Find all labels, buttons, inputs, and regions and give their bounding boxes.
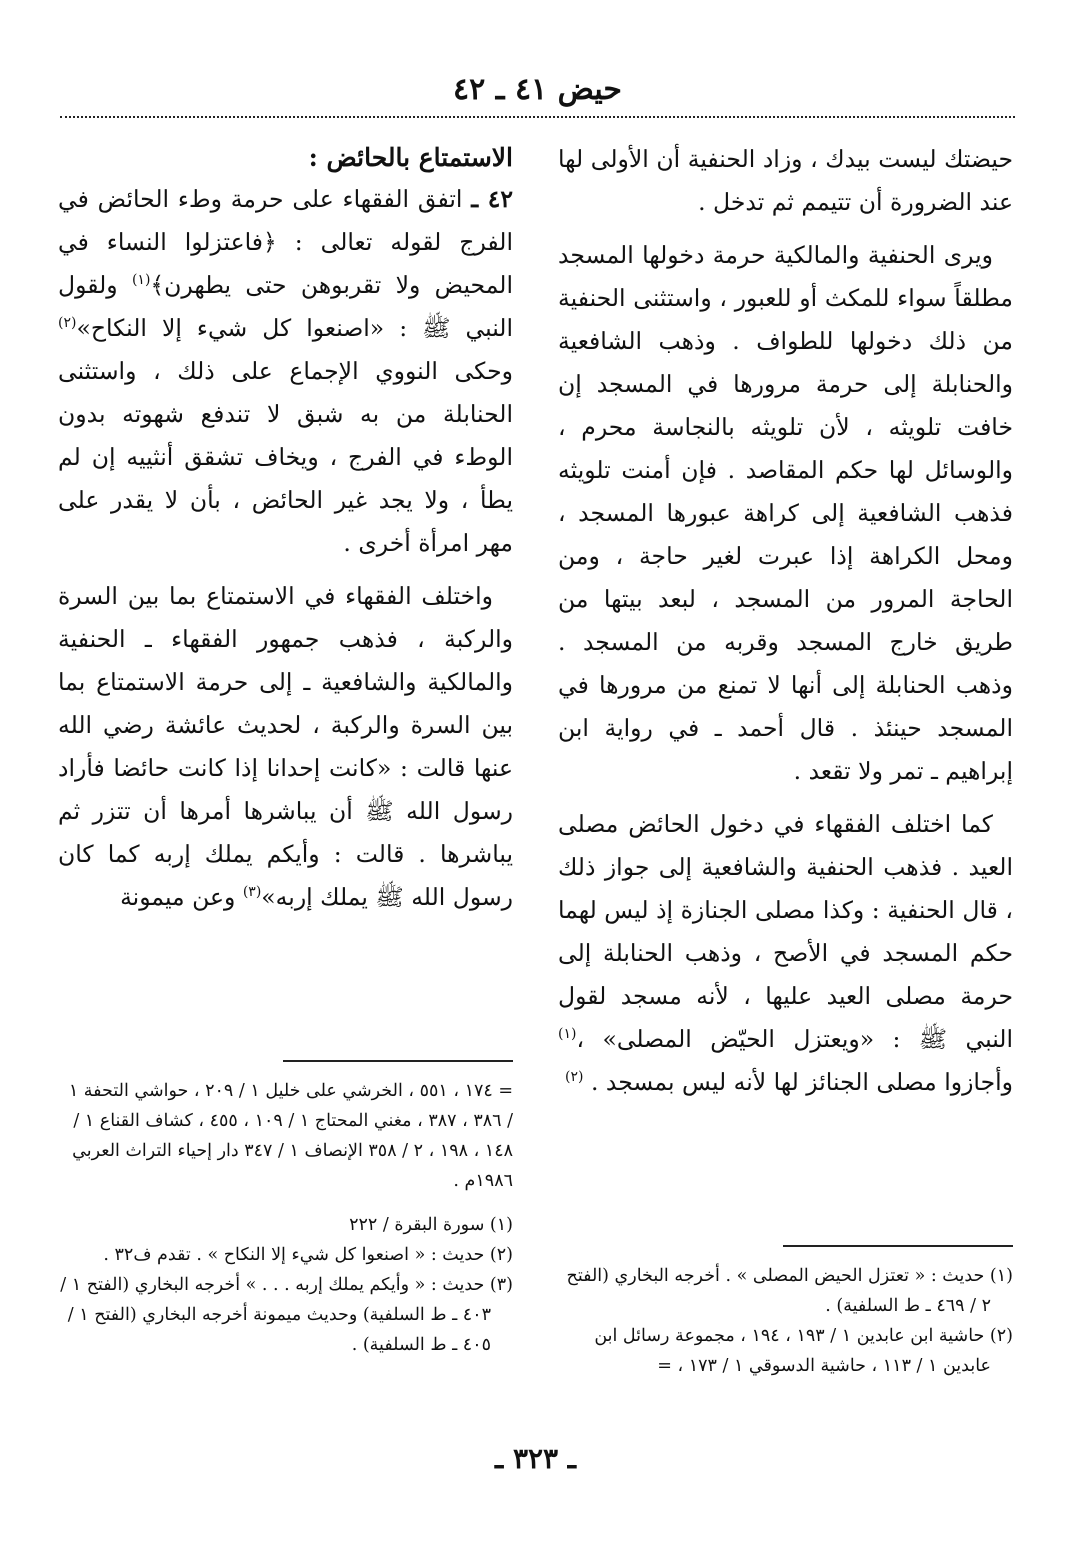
page-number: ـ ٣٢٣ ـ xyxy=(494,1442,577,1475)
footnote: (٢) حديث : « اصنعوا كل شيء إلا النكاح » . تقدم ف٣٢ . xyxy=(103,1245,513,1265)
paragraph-text: واختلف الفقهاء في الاستمتاع بما بين السرة والركبة ، فذهب جمهور الفقهاء ـ الحنفية والمالكية والشافعية ـ إلى حرمة الاستمتاع بما بين السرة والركبة ، لحديث عائشة رضي الله عنها قالت : «كانت إحدانا إذا كانت حائضا فأراد رسول الله ﷺ أن يباشرها أمرها أن تتزر ثم يباشرها . قالت : وأيكم يملك إربه كما كان رسول الله ﷺ يملك إربه» xyxy=(58,582,513,911)
footnotes-right xyxy=(558,1245,1013,1381)
footnote: (١) حديث : « تعتزل الحيض المصلى » . أخرجه البخاري (الفتح ٢ / ٤٦٩ ـ ط السلفية) . xyxy=(566,1266,1013,1316)
paragraph-text: وأجازوا مصلى الجنائز لها لأنه ليس بمسجد . xyxy=(590,1068,1013,1096)
footnote-ref: (٢) xyxy=(565,1069,584,1086)
section-number: ٤٢ ـ xyxy=(471,185,513,213)
footnote-rule xyxy=(783,1245,1013,1247)
paragraph: حيضتك ليست بيدك ، وزاد الحنفية أن الأولى لها عند الضرورة أن تتيمم ثم تدخل . xyxy=(558,145,1013,216)
paragraph-text: كما اختلف الفقهاء في دخول الحائض مصلى العيد . فذهب الحنفية والشافعية إلى جواز ذلك ، قال الحنفية : وكذا مصلى الجنازة إذ ليس لهما حكم المسجد في الأصح ، وذهب الحنابلة إلى حرمة مصلى العيد عليها ، لأنه مسجد لقول النبي ﷺ : «ويعتزل الحيّض المصلى» ، xyxy=(558,810,1013,1053)
footnote-rule xyxy=(283,1060,513,1062)
section-heading: الاستمتاع بالحائض : xyxy=(308,143,513,172)
paragraph xyxy=(58,575,513,919)
footnote: (٢) حاشية ابن عابدين ١ / ١٩٣ ، ١٩٤ ، مجموعة رسائل ابن عابدين ١ / ١١٣ ، حاشية الدسوقي ١ / ١٧٣ ، = xyxy=(594,1326,1013,1376)
footnote-ref: (١) xyxy=(131,272,151,289)
right-column xyxy=(558,138,1013,1104)
header-title: حيض ٤١ ـ ٤٢ xyxy=(453,72,622,107)
footnote: (٣) حديث : « وأيكم يملك إربه . . . » أخرجه البخاري (الفتح ١ / ٤٠٣ ـ ط السلفية) وحديث ميمونة أخرجه البخاري (الفتح ١ / ٤٠٥ ـ ط السلفية) . xyxy=(60,1275,513,1355)
footnote-ref: (١) xyxy=(558,1026,577,1043)
footnote-ref: (٢) xyxy=(58,315,77,332)
paragraph xyxy=(58,178,513,565)
running-header xyxy=(60,70,1015,120)
footnote-ref: (٣) xyxy=(242,884,262,901)
left-column xyxy=(58,138,513,919)
paragraph-text: اتفق الفقهاء على حرمة وطء الحائض في الفرج لقوله تعالى : ﴿فاعتزلوا النساء في المحيض ولا تقربوهن حتى يطهرن﴾ xyxy=(58,185,513,299)
footnote-continuation: = ١٧٤ ، ٥٥١ ، الخرشي على خليل ١ / ٢٠٩ ، حواشي التحفة ١ / ٣٨٦ ، ٣٨٧ ، مغني المحتاج ١ / ١٠٩ ، ٤٥٥ ، كشاف القناع ١ / ١٤٨ ، ١٩٨ ، ٢ / ٣٥٨ الإنصاف ١ / ٣٤٧ دار إحياء التراث العربي ١٩٨٦م . xyxy=(68,1081,513,1191)
footnotes-left xyxy=(58,1060,513,1360)
paragraph-text: ولقول النبي ﷺ : «اصنعوا كل شيء إلا النكاح» xyxy=(58,271,513,342)
paragraph: ويرى الحنفية والمالكية حرمة دخولها المسجد مطلقاً سواء للمكث أو للعبور ، واستثنى الحنفية من ذلك دخولها للطواف . وذهب الشافعية والحنابلة إلى حرمة مرورها في المسجد إن خافت تلويثه ، لأن تلويثه بالنجاسة محرم ، والوسائل لها حكم المقاصد . فإن أمنت تلويثه فذهب الشافعية إلى كراهة عبورها المسجد ، ومحل الكراهة إذا عبرت لغير حاجة ، ومن الحاجة المرور من المسجد ، لبعد بيتها من طريق خارج المسجد وقربه من المسجد . وذهب الحنابلة إلى أنها لا تمنع من مرورها في المسجد حينئذ . قال أحمد ـ في رواية ابن إبراهيم ـ تمر ولا تقعد . xyxy=(558,241,1013,785)
footnote: (١) سورة البقرة / ٢٢٢ xyxy=(349,1215,513,1235)
paragraph-text: وحكى النووي الإجماع على ذلك ، واستثنى الحنابلة من به شبق لا تندفع شهوته بدون الوطء في الفرج ، ويخاف تشقق أنثييه إن لم يطأ ، ولا يجد غير الحائض ، بأن لا يقدر على مهر امرأة أخرى . xyxy=(58,357,513,557)
header-dotted-rule xyxy=(60,116,1015,118)
paragraph xyxy=(558,803,1013,1104)
paragraph-text: وعن ميمونة xyxy=(120,883,243,911)
